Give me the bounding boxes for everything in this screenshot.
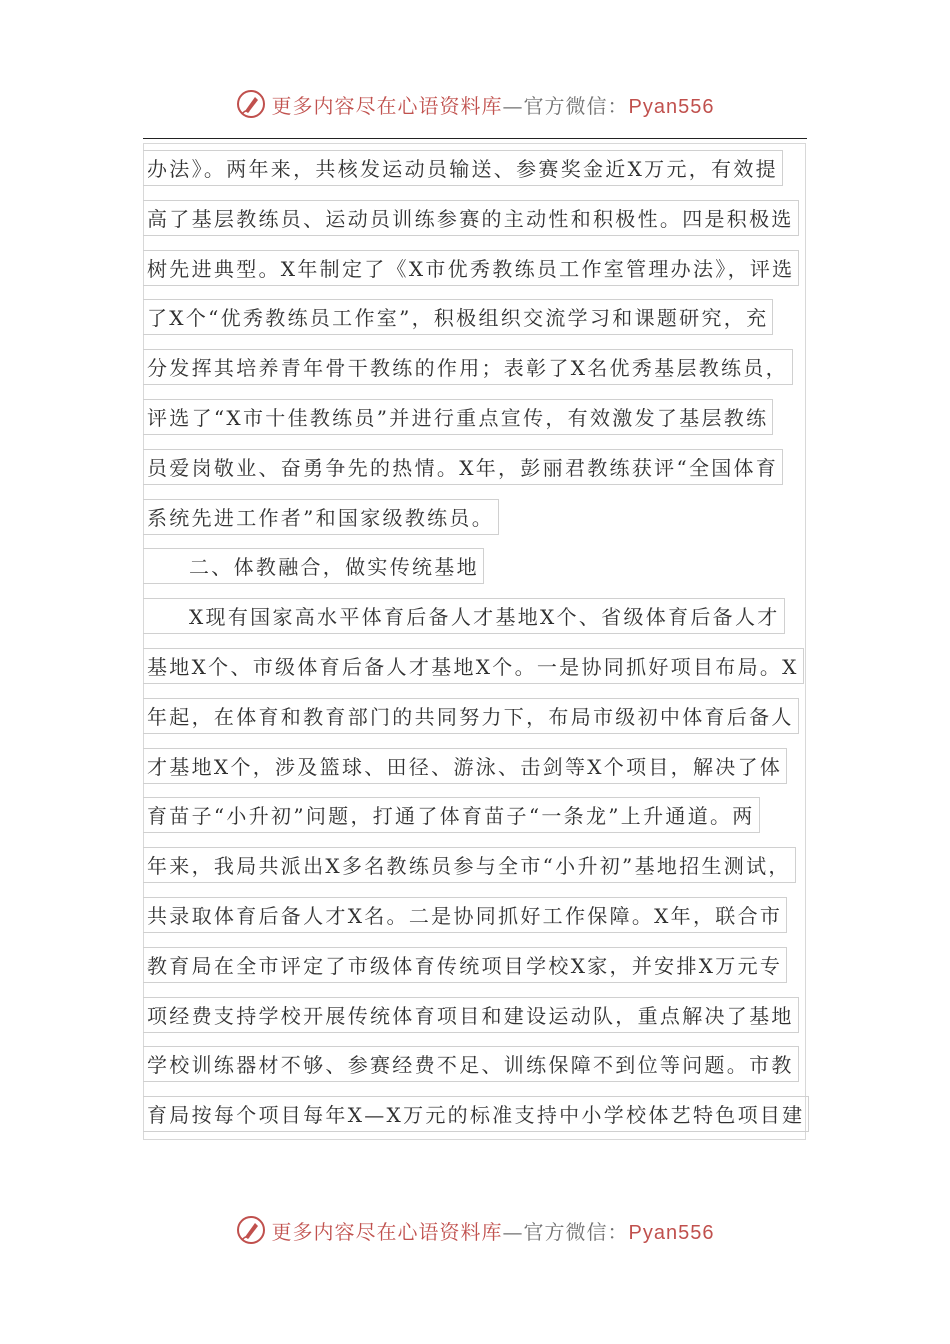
text-line-content: 年来，我局共派出X多名教练员参与全市“小升初”基地招生测试， [143,847,796,883]
text-line [143,947,823,997]
text-line [143,200,823,250]
text-line-content: 基地X个、市级体育后备人才基地X个。一是协同抓好项目布局。X [143,648,804,684]
text-line-content: 教育局在全市评定了市级体育传统项目学校X家，并安排X万元专 [143,947,787,983]
text-line [143,897,823,947]
section-heading-text: 二、体教融合，做实传统基地 [143,548,484,584]
header-watermark-banner [0,84,950,124]
banner-site-name: 更多内容尽在心语资料库 [271,1219,503,1244]
document-body [143,150,823,1146]
text-line [143,797,823,847]
text-line [143,250,823,300]
banner-wechat-label: 官方微信： [523,1219,629,1244]
text-line [143,698,823,748]
banner-dash: — [502,1219,524,1244]
banner-wechat-id: Pyan556 [628,1221,715,1244]
text-line [143,648,823,698]
text-line-content: 系统先进工作者”和国家级教练员。 [143,499,499,535]
banner-text [272,90,715,119]
text-line [143,1046,823,1096]
text-line [143,449,823,499]
text-line-content: 共录取体育后备人才X名。二是协同抓好工作保障。X年，联合市 [143,897,787,933]
banner-text [272,1216,715,1245]
text-line [143,598,823,648]
text-line-content: 才基地X个，涉及篮球、田径、游泳、击剑等X个项目，解决了体 [143,748,787,784]
footer-watermark-banner [0,1210,950,1250]
banner-site-name: 更多内容尽在心语资料库 [271,93,503,118]
banner-dash: — [502,93,524,118]
header-rule [143,138,807,139]
banner-wechat-id: Pyan556 [628,95,715,118]
text-line-content: 年起，在体育和教育部门的共同努力下，布局市级初中体育后备人 [143,698,799,734]
text-line [143,349,823,399]
text-line-content: X现有国家高水平体育后备人才基地X个、省级体育后备人才 [143,598,785,634]
text-line [143,499,823,549]
text-line-content: 育局按每个项目每年X—X万元的标准支持中小学校体艺特色项目建 [143,1096,809,1132]
text-line-content: 员爱岗敬业、奋勇争先的热情。X年，彭丽君教练获评“全国体育 [143,449,783,485]
text-line-content: 项经费支持学校开展传统体育项目和建设运动队，重点解决了基地 [143,997,799,1033]
text-line-content: 办法》。两年来，共核发运动员输送、参赛奖金近X万元，有效提 [143,150,783,186]
text-line [143,299,823,349]
text-line-content: 育苗子“小升初”问题，打通了体育苗子“一条龙”上升通道。两 [143,797,760,833]
text-line [143,1096,823,1146]
pen-nib-icon [236,89,266,119]
text-line-content: 分发挥其培养青年骨干教练的作用；表彰了X名优秀基层教练员， [143,349,793,385]
text-line [143,748,823,798]
text-line-content: 学校训练器材不够、参赛经费不足、训练保障不到位等问题。市教 [143,1046,799,1082]
text-line-content: 高了基层教练员、运动员训练参赛的主动性和积极性。四是积极选 [143,200,799,236]
pen-nib-icon [236,1215,266,1245]
text-line-content: 树先进典型。X年制定了《X市优秀教练员工作室管理办法》，评选 [143,250,799,286]
banner-wechat-label: 官方微信： [523,93,629,118]
text-line [143,150,823,200]
text-line [143,847,823,897]
text-line [143,399,823,449]
section-heading [143,548,823,598]
text-line-content: 了X个“优秀教练员工作室”，积极组织交流学习和课题研究，充 [143,299,773,335]
text-line-content: 评选了“X市十佳教练员”并进行重点宣传，有效激发了基层教练 [143,399,773,435]
text-line [143,997,823,1047]
